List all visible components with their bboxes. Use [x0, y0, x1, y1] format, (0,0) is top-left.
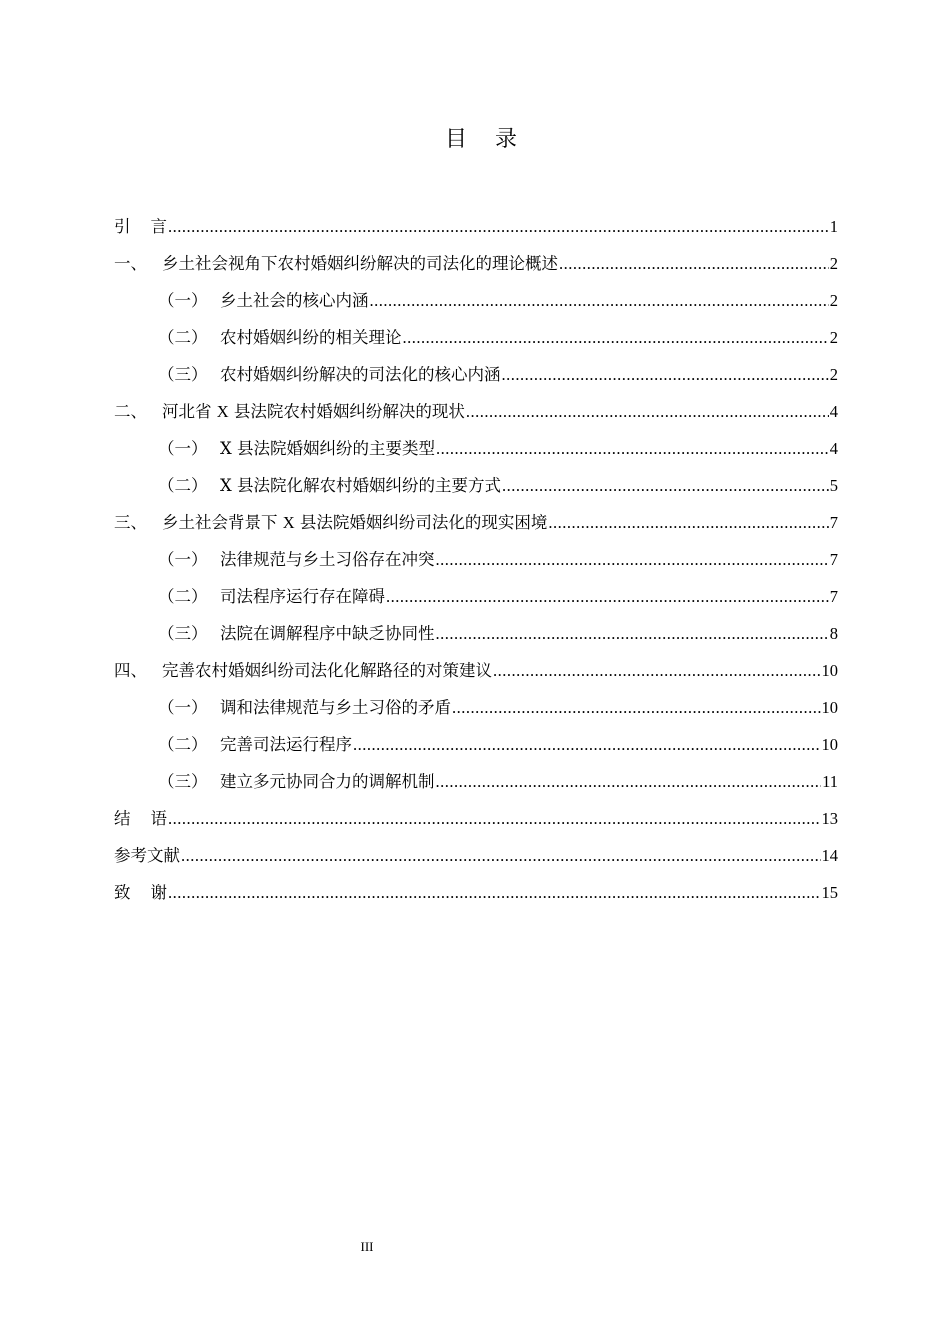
toc-entry-title: 法律规范与乡土习俗存在冲突: [220, 550, 435, 569]
toc-entry-number: 四、: [114, 661, 147, 680]
toc-entry-page: 2: [829, 254, 838, 273]
toc-entry-page: 7: [829, 513, 838, 532]
toc-dot-leader: [386, 578, 829, 615]
toc-dot-leader: [353, 726, 821, 763]
toc-entry-number: 三、: [114, 513, 147, 532]
toc-dot-leader: [436, 615, 829, 652]
toc-entry-page: 7: [829, 550, 838, 569]
toc-dot-leader: [559, 245, 829, 282]
toc-entry-section[interactable]: [114, 282, 838, 319]
toc-entry-section[interactable]: [114, 319, 838, 356]
toc-entry-number: （一）: [158, 550, 208, 569]
toc-entry-title: 河北省 X 县法院农村婚姻纠纷解决的现状: [162, 402, 465, 421]
toc-dot-leader: [403, 319, 829, 356]
toc-entry-title: X 县法院婚姻纠纷的主要类型: [220, 439, 435, 458]
toc-heading: 目录: [444, 127, 545, 152]
toc-dot-leader: [502, 467, 829, 504]
toc-entry-title: 乡土社会的核心内涵: [220, 291, 369, 310]
toc-entry-title: 完善农村婚姻纠纷司法化化解路径的对策建议: [162, 661, 492, 680]
toc-entry-page: 4: [829, 402, 838, 421]
toc-entry-number: （三）: [158, 624, 208, 643]
toc-dot-leader: [168, 208, 829, 245]
toc-entry-section[interactable]: [114, 726, 838, 763]
toc-dot-leader: [168, 874, 821, 911]
toc-entry-title: 结语: [114, 809, 167, 828]
page-number: III: [360, 1239, 374, 1254]
toc-entry-chapter[interactable]: [114, 800, 838, 837]
toc-entry-title: 乡土社会背景下 X 县法院婚姻纠纷司法化的现实困境: [162, 513, 548, 532]
toc-entry-section[interactable]: [114, 430, 838, 467]
toc-entry-page: 11: [822, 772, 838, 791]
toc-entry-page: 7: [829, 587, 838, 606]
toc-entry-page: 1: [829, 217, 838, 236]
toc-dot-leader: [181, 837, 821, 874]
toc-entry-number: （三）: [158, 772, 208, 791]
toc-entry-page: 2: [829, 365, 838, 384]
toc-entry-chapter[interactable]: [114, 874, 838, 911]
toc-entry-chapter[interactable]: [114, 504, 838, 541]
toc-entry-page: 10: [821, 735, 838, 754]
toc-entry-page: 4: [829, 439, 838, 458]
toc-entry-title: 农村婚姻纠纷的相关理论: [220, 328, 402, 347]
toc-entry-number: 二、: [114, 402, 147, 421]
toc-entry-section[interactable]: [114, 615, 838, 652]
toc-entry-title: 引言: [114, 217, 167, 236]
toc-entry-title: 法院在调解程序中缺乏协同性: [220, 624, 435, 643]
toc-entry-chapter[interactable]: [114, 208, 838, 245]
toc-entry-page: 10: [821, 698, 838, 717]
toc-entry-page: 10: [821, 661, 838, 680]
table-of-contents: [114, 208, 838, 911]
toc-entry-number: （二）: [158, 735, 208, 754]
toc-dot-leader: [436, 763, 822, 800]
toc-entry-page: 8: [829, 624, 838, 643]
toc-entry-number: （一）: [158, 291, 208, 310]
toc-entry-title: 调和法律规范与乡土习俗的矛盾: [220, 698, 451, 717]
toc-entry-section[interactable]: [114, 763, 838, 800]
toc-entry-number: （三）: [158, 365, 208, 384]
toc-entry-page: 15: [821, 883, 838, 902]
toc-dot-leader: [466, 393, 829, 430]
toc-entry-section[interactable]: [114, 689, 838, 726]
toc-entry-title: 致谢: [114, 883, 167, 902]
toc-entry-section[interactable]: [114, 541, 838, 578]
toc-entry-title: 司法程序运行存在障碍: [220, 587, 385, 606]
toc-dot-leader: [370, 282, 829, 319]
toc-entry-title: 农村婚姻纠纷解决的司法化的核心内涵: [220, 365, 501, 384]
toc-entry-number: （二）: [158, 328, 208, 347]
toc-entry-page: 5: [829, 476, 838, 495]
toc-entry-title: 参考文献: [114, 846, 180, 865]
toc-entry-number: （二）: [158, 476, 208, 495]
toc-entry-section[interactable]: [114, 356, 838, 393]
toc-entry-chapter[interactable]: [114, 652, 838, 689]
toc-entry-number: 一、: [114, 254, 147, 273]
toc-entry-page: 14: [821, 846, 838, 865]
toc-dot-leader: [436, 430, 829, 467]
toc-dot-leader: [502, 356, 829, 393]
toc-entry-section[interactable]: [114, 467, 838, 504]
toc-entry-section[interactable]: [114, 578, 838, 615]
toc-entry-chapter[interactable]: [114, 837, 838, 874]
toc-dot-leader: [452, 689, 821, 726]
toc-entry-page: 13: [821, 809, 838, 828]
toc-entry-chapter[interactable]: [114, 245, 838, 282]
toc-entry-page: 2: [829, 291, 838, 310]
toc-entry-number: （一）: [158, 698, 208, 717]
toc-entry-number: （一）: [158, 439, 208, 458]
toc-dot-leader: [168, 800, 821, 837]
toc-entry-title: 完善司法运行程序: [220, 735, 352, 754]
toc-dot-leader: [548, 504, 828, 541]
toc-entry-title: 乡土社会视角下农村婚姻纠纷解决的司法化的理论概述: [162, 254, 558, 273]
toc-dot-leader: [493, 652, 821, 689]
toc-entry-page: 2: [829, 328, 838, 347]
toc-dot-leader: [436, 541, 829, 578]
toc-entry-chapter[interactable]: [114, 393, 838, 430]
toc-entry-number: （二）: [158, 587, 208, 606]
toc-entry-title: 建立多元协同合力的调解机制: [220, 772, 435, 791]
toc-entry-title: X 县法院化解农村婚姻纠纷的主要方式: [220, 476, 501, 495]
